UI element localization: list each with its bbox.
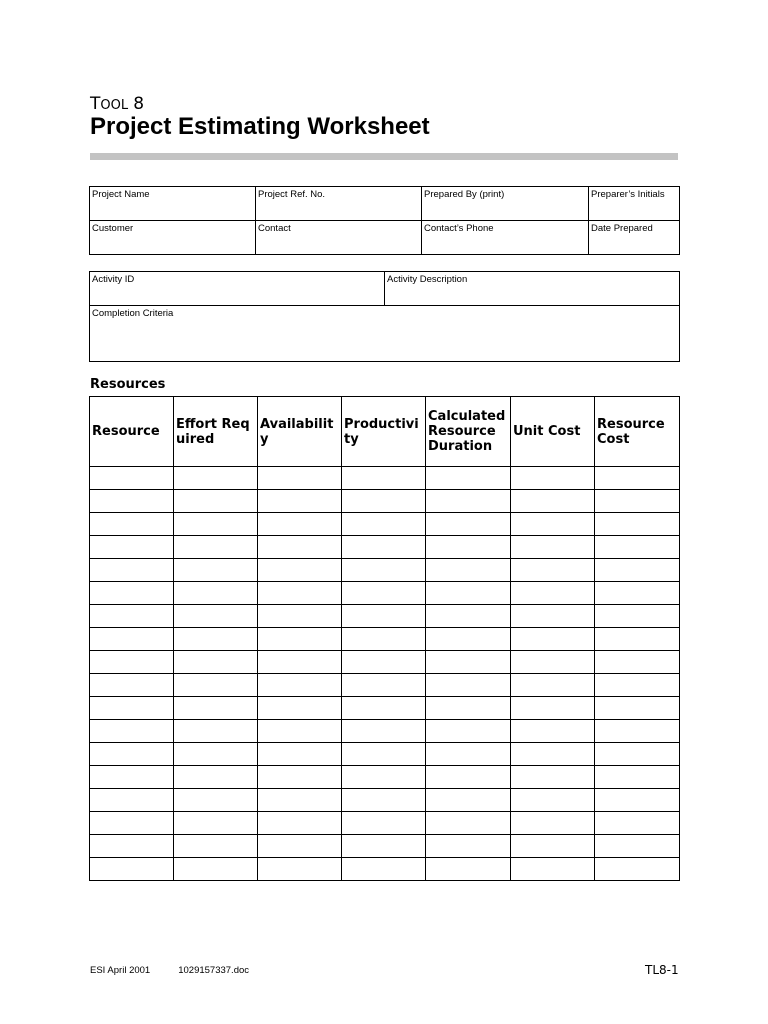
resource-cell[interactable] [174, 651, 258, 674]
resource-cell[interactable] [342, 536, 426, 559]
resource-row [90, 743, 680, 766]
resource-cell[interactable] [511, 490, 595, 513]
resource-cell[interactable] [511, 467, 595, 490]
activity-row [90, 272, 680, 306]
resource-cell[interactable] [174, 789, 258, 812]
resource-cell[interactable] [595, 490, 680, 513]
resource-row [90, 789, 680, 812]
resource-cell[interactable] [90, 582, 174, 605]
resource-cell[interactable] [90, 628, 174, 651]
resource-cell[interactable] [595, 628, 680, 651]
resource-cell[interactable] [258, 467, 342, 490]
resource-cell[interactable] [426, 674, 511, 697]
resource-cell[interactable] [258, 536, 342, 559]
resource-cell[interactable] [174, 674, 258, 697]
resource-cell[interactable] [342, 766, 426, 789]
prepared-by-field[interactable]: Prepared By (print) [422, 187, 589, 221]
resource-cell[interactable] [595, 789, 680, 812]
resource-row [90, 536, 680, 559]
resource-cell[interactable] [258, 766, 342, 789]
resources-body [90, 467, 680, 881]
activity-table [89, 271, 680, 362]
resource-cell[interactable] [595, 835, 680, 858]
activity-description-field[interactable]: Activity Description [385, 272, 680, 306]
resource-cell[interactable] [426, 789, 511, 812]
resource-cell[interactable] [90, 605, 174, 628]
resource-cell[interactable] [258, 605, 342, 628]
resource-row [90, 490, 680, 513]
resource-cell[interactable] [90, 490, 174, 513]
resource-cell[interactable] [174, 513, 258, 536]
resource-cell[interactable] [342, 720, 426, 743]
customer-field[interactable]: Customer [90, 221, 256, 255]
resource-cell[interactable] [174, 743, 258, 766]
resource-cell[interactable] [258, 513, 342, 536]
resource-cell[interactable] [595, 858, 680, 881]
resource-cell[interactable] [342, 467, 426, 490]
resource-cell[interactable] [90, 536, 174, 559]
footer-filename: 1029157337.doc [178, 965, 250, 976]
preparer-initials-field[interactable]: Preparer’s Initials [589, 187, 680, 221]
resource-cell[interactable] [426, 559, 511, 582]
resource-cell[interactable] [511, 835, 595, 858]
resource-cell[interactable] [174, 490, 258, 513]
resource-cell[interactable] [90, 835, 174, 858]
col-header-resource: Resource [90, 397, 174, 467]
resource-cell[interactable] [90, 789, 174, 812]
resource-cell[interactable] [90, 559, 174, 582]
resources-heading: Resources [90, 377, 166, 392]
resource-cell[interactable] [258, 582, 342, 605]
col-header-calculated-duration: Calculated Resource Duration [426, 397, 511, 467]
contact-field[interactable]: Contact [256, 221, 422, 255]
resource-cell[interactable] [595, 697, 680, 720]
resource-cell[interactable] [342, 605, 426, 628]
footer-left [90, 965, 249, 976]
resource-cell[interactable] [426, 766, 511, 789]
resource-cell[interactable] [174, 582, 258, 605]
resource-cell[interactable] [511, 651, 595, 674]
resource-row [90, 605, 680, 628]
resource-row [90, 858, 680, 881]
resource-cell[interactable] [90, 651, 174, 674]
resource-cell[interactable] [258, 651, 342, 674]
resource-cell[interactable] [511, 812, 595, 835]
resource-cell[interactable] [174, 605, 258, 628]
resource-row [90, 720, 680, 743]
resource-cell[interactable] [426, 835, 511, 858]
resource-cell[interactable] [342, 582, 426, 605]
resource-cell[interactable] [595, 812, 680, 835]
resources-header-row [90, 397, 680, 467]
resource-cell[interactable] [174, 536, 258, 559]
resource-cell[interactable] [258, 559, 342, 582]
project-ref-field[interactable]: Project Ref. No. [256, 187, 422, 221]
resource-cell[interactable] [90, 743, 174, 766]
resource-cell[interactable] [174, 766, 258, 789]
resource-cell[interactable] [90, 513, 174, 536]
resource-cell[interactable] [174, 559, 258, 582]
resource-row [90, 513, 680, 536]
resource-cell[interactable] [342, 789, 426, 812]
resource-cell[interactable] [90, 812, 174, 835]
resource-cell[interactable] [174, 697, 258, 720]
col-header-unit-cost: Unit Cost [511, 397, 595, 467]
resource-cell[interactable] [426, 651, 511, 674]
resource-cell[interactable] [90, 766, 174, 789]
col-header-resource-cost: Resource Cost [595, 397, 680, 467]
resource-row [90, 582, 680, 605]
resource-cell[interactable] [426, 743, 511, 766]
resource-cell[interactable] [426, 858, 511, 881]
resource-cell[interactable] [258, 835, 342, 858]
tool-label-rest: OOL [100, 98, 129, 113]
resource-cell[interactable] [426, 812, 511, 835]
resource-row [90, 835, 680, 858]
resource-cell[interactable] [342, 674, 426, 697]
resource-row [90, 766, 680, 789]
resource-cell[interactable] [595, 674, 680, 697]
resource-cell[interactable] [174, 858, 258, 881]
resource-cell[interactable] [342, 628, 426, 651]
resource-cell[interactable] [258, 490, 342, 513]
tool-label-initial: T [90, 94, 101, 114]
resource-cell[interactable] [258, 674, 342, 697]
contact-phone-field[interactable]: Contact’s Phone [422, 221, 589, 255]
resources-table [89, 396, 680, 881]
resource-cell[interactable] [258, 858, 342, 881]
resource-cell[interactable] [90, 858, 174, 881]
resource-row [90, 674, 680, 697]
project-info-row [90, 187, 680, 221]
resource-cell[interactable] [90, 720, 174, 743]
completion-criteria-field[interactable]: Completion Criteria [90, 306, 680, 362]
resource-cell[interactable] [511, 789, 595, 812]
resource-cell[interactable] [511, 743, 595, 766]
resource-cell[interactable] [426, 490, 511, 513]
resource-row [90, 628, 680, 651]
resource-cell[interactable] [174, 812, 258, 835]
resource-cell[interactable] [426, 582, 511, 605]
footer-page-id: TL8-1 [645, 963, 679, 977]
resource-cell[interactable] [511, 559, 595, 582]
resource-cell[interactable] [426, 513, 511, 536]
resource-cell[interactable] [90, 674, 174, 697]
resource-cell[interactable] [174, 467, 258, 490]
resource-cell[interactable] [90, 697, 174, 720]
resource-cell[interactable] [595, 743, 680, 766]
resource-cell[interactable] [426, 697, 511, 720]
resource-cell[interactable] [426, 605, 511, 628]
resource-cell[interactable] [342, 559, 426, 582]
resource-cell[interactable] [174, 720, 258, 743]
resource-cell[interactable] [426, 720, 511, 743]
resource-cell[interactable] [174, 835, 258, 858]
resource-row [90, 697, 680, 720]
resource-cell[interactable] [511, 628, 595, 651]
resource-cell[interactable] [511, 536, 595, 559]
resource-cell[interactable] [511, 674, 595, 697]
resource-cell[interactable] [258, 628, 342, 651]
resource-row [90, 559, 680, 582]
resource-cell[interactable] [342, 513, 426, 536]
resource-row [90, 812, 680, 835]
page-title: Project Estimating Worksheet [90, 113, 430, 140]
resource-cell[interactable] [511, 766, 595, 789]
resource-cell[interactable] [426, 467, 511, 490]
resource-cell[interactable] [258, 812, 342, 835]
resource-cell[interactable] [595, 536, 680, 559]
resource-cell[interactable] [595, 766, 680, 789]
project-info-row [90, 221, 680, 255]
resource-cell[interactable] [258, 743, 342, 766]
resource-cell[interactable] [511, 720, 595, 743]
completion-row [90, 306, 680, 362]
resource-row [90, 467, 680, 490]
resource-cell[interactable] [258, 697, 342, 720]
resource-cell[interactable] [595, 467, 680, 490]
resource-cell[interactable] [342, 651, 426, 674]
resource-cell[interactable] [511, 605, 595, 628]
resource-cell[interactable] [595, 605, 680, 628]
resource-cell[interactable] [511, 858, 595, 881]
resource-cell[interactable] [595, 582, 680, 605]
resource-row [90, 651, 680, 674]
tool-label [90, 94, 144, 114]
resource-cell[interactable] [595, 720, 680, 743]
col-header-effort-required: Effort Required [174, 397, 258, 467]
resource-cell[interactable] [595, 559, 680, 582]
resource-cell[interactable] [342, 490, 426, 513]
tool-label-number: 8 [133, 94, 145, 114]
resource-cell[interactable] [174, 628, 258, 651]
col-header-productivity: Productivity [342, 397, 426, 467]
resource-cell[interactable] [426, 628, 511, 651]
resource-cell[interactable] [511, 582, 595, 605]
resource-cell[interactable] [342, 835, 426, 858]
resource-cell[interactable] [595, 513, 680, 536]
resource-cell[interactable] [342, 858, 426, 881]
footer-org-date: ESI April 2001 [90, 965, 151, 976]
col-header-availability: Availability [258, 397, 342, 467]
resource-cell[interactable] [258, 789, 342, 812]
title-divider [90, 153, 678, 160]
resource-cell[interactable] [511, 513, 595, 536]
date-prepared-field[interactable]: Date Prepared [589, 221, 680, 255]
project-info-table [89, 186, 680, 255]
resource-cell[interactable] [426, 536, 511, 559]
project-name-field[interactable]: Project Name [90, 187, 256, 221]
resource-cell[interactable] [595, 651, 680, 674]
resource-cell[interactable] [511, 697, 595, 720]
resource-cell[interactable] [258, 720, 342, 743]
resource-cell[interactable] [90, 467, 174, 490]
resource-cell[interactable] [342, 697, 426, 720]
resource-cell[interactable] [342, 812, 426, 835]
resource-cell[interactable] [342, 743, 426, 766]
activity-id-field[interactable]: Activity ID [90, 272, 385, 306]
